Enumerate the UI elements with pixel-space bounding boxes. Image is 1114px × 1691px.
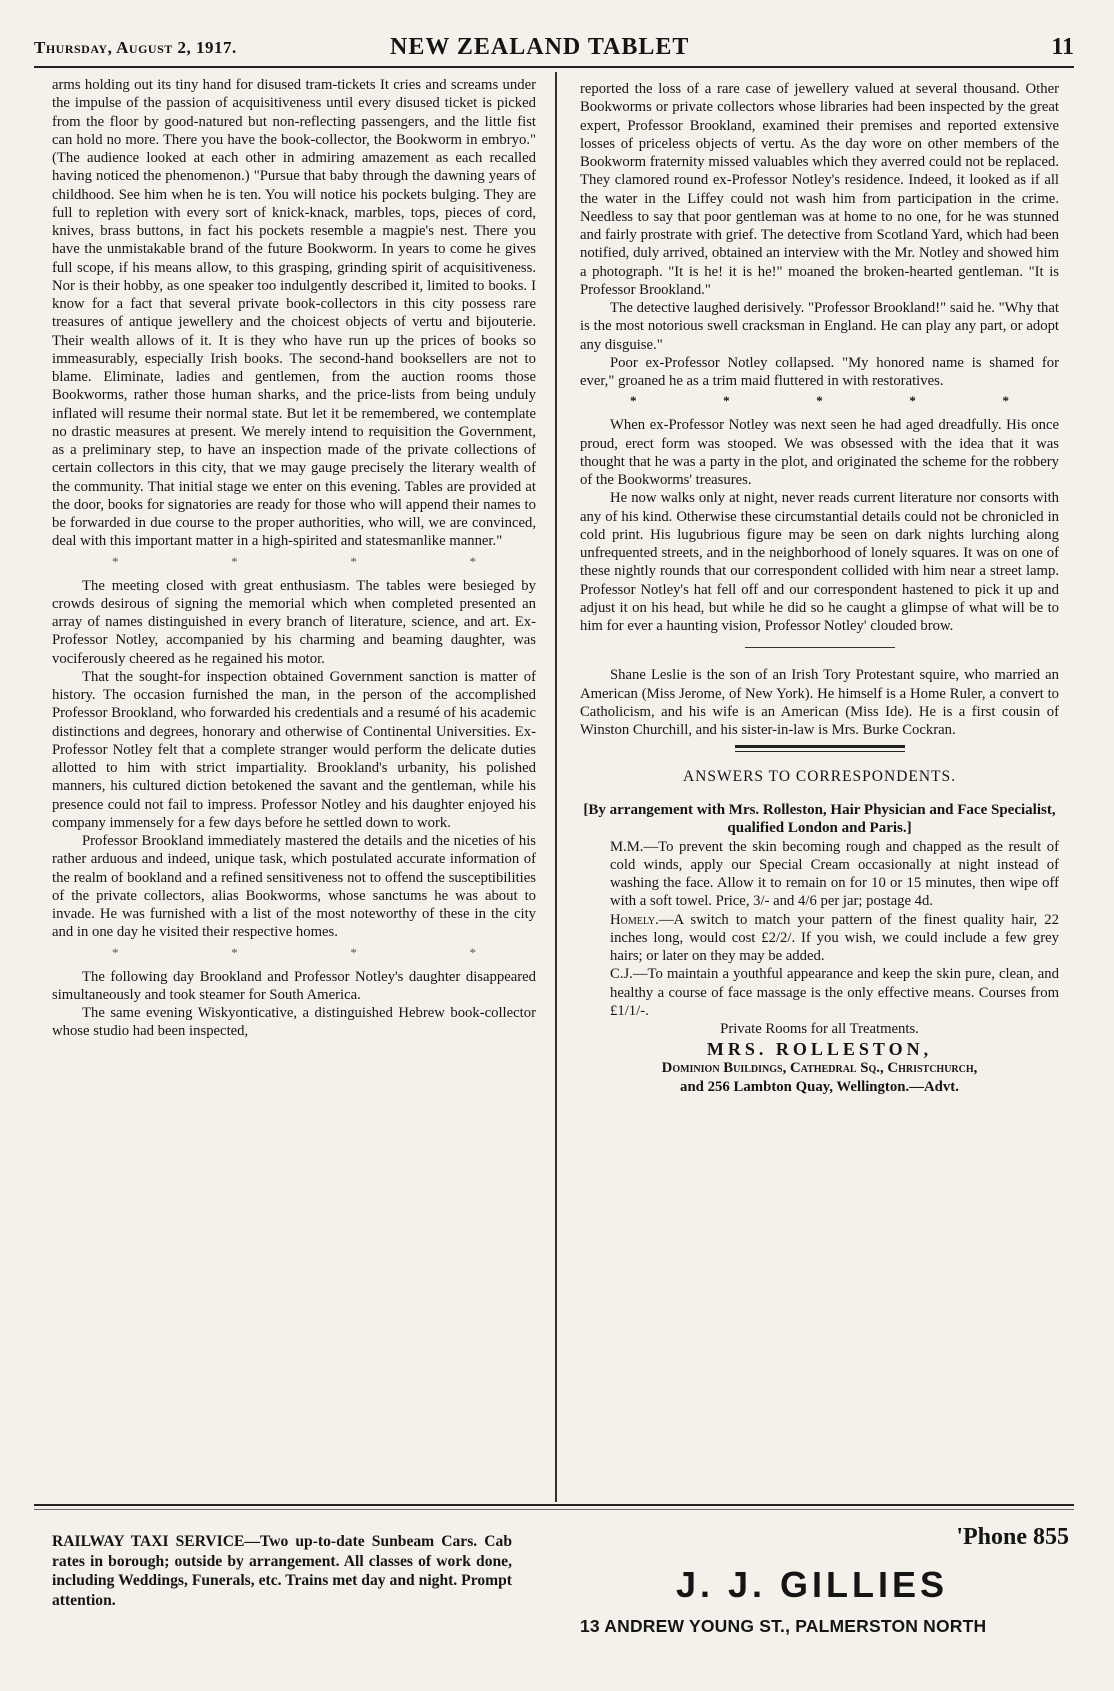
advertiser-address-1: Dominion Buildings, Cathedral Sq., Christchurch, <box>661 1059 978 1076</box>
star: * <box>469 944 476 960</box>
business-address: 13 ANDREW YOUNG ST., PALMERSTON NORTH <box>580 1616 987 1636</box>
left-paragraph-3: That the sought-for inspection obtained Government sanction is matter of history. The occasion furnished the man, in the person of the accomplished Professor Brookland, who forwarded his credentials and a resumé of his academic distinctions and degrees, honorary and otherwise of Continental Universities. Ex-Professor Notley felt that a complete stranger would perform the delicate duties allotted to him with strict impartiality. Brookland's urbanity, his polished manners, his cultured diction betokened the savant and the gentleman, while his presence could not fail to impress. Professor Notley and his daughter enjoyed his company immensely for a few days before he settled down to work. <box>52 668 536 831</box>
header-date: Thursday, August 2, 1917. <box>34 38 237 57</box>
right-column <box>580 80 1059 1097</box>
header-rule <box>34 66 1074 68</box>
star: * <box>1002 393 1009 409</box>
answers-intro: [By arrangement with Mrs. Rolleston, Hair Physician and Face Specialist, qualified London and Paris.] <box>583 801 1056 836</box>
left-paragraph-5: The following day Brookland and Professor Notley's daughter disappeared simultaneously and took steamer for South America. <box>52 968 536 1003</box>
column-divider <box>555 72 557 1502</box>
star: * <box>630 393 637 409</box>
star: * <box>112 553 119 569</box>
answer-tag: Homely. <box>610 911 659 928</box>
business-name: J. J. GILLIES <box>676 1564 949 1605</box>
answer-tag: C.J. <box>610 966 633 983</box>
answer-item <box>580 965 1059 1020</box>
shane-leslie-note: Shane Leslie is the son of an Irish Tory Protestant squire, who married an American (Miss Jerome, of New York). He himself is a Home Ruler, a convert to Catholicism, and his wife is an American (Miss Ide). He is a first cousin of Winston Churchill, and his sister-in-law is Mrs. Burke Cockran. <box>580 667 1059 738</box>
right-paragraph-2: The detective laughed derisively. "Professor Brookland!" said he. "Why that is the most notorious swell cracksman in England. He can play any part, or adopt any disguise." <box>580 300 1059 353</box>
section-break-stars <box>52 553 536 571</box>
star: * <box>231 553 238 569</box>
star: * <box>909 393 916 409</box>
answer-item <box>580 838 1059 911</box>
bottom-rule-thin <box>34 1509 1074 1510</box>
star: * <box>231 944 238 960</box>
answer-text: —A switch to match your pattern of the finest quality hair, 22 inches long, would cost £2/2/. If you wish, we could include a few grey hairs; or later on they may be added. <box>610 911 1059 964</box>
star: * <box>469 553 476 569</box>
section-break-stars <box>52 944 536 962</box>
right-paragraph-1: reported the loss of a rare case of jewellery valued at several thousand. Other Bookworms or private collectors whose libraries had been inspected by the great expert, Professor Brookland, examined their premises and reported extensive losses of priceless objects of vertu. As the day wore on other members of the Bookworm fraternity missed valuables which they averred could not be replaced. They clamored round ex-Professor Notley's residence. Indeed, it looked as if all the water in the Liffey could not wash him from participation in the crime. Needless to say that poor gentleman was at home to no one, for he was stunned and fairly prostrate with grief. The detective from Scotland Yard, which had been notified, duly arrived, obtained an interview with the Mr. Notley and showed him a photograph. "It is he! it is he!" moaned the broken-hearted gentleman. "It is Professor Brookland." <box>580 81 1059 298</box>
page-header <box>34 34 1074 68</box>
right-paragraph-3: Poor ex-Professor Notley collapsed. "My honored name is shamed for ever," groaned he as a trim maid fluttered in with restoratives. <box>580 354 1059 389</box>
star: * <box>723 393 730 409</box>
header-title: NEW ZEALAND TABLET <box>390 34 690 60</box>
answer-item <box>580 911 1059 966</box>
phone-number: 'Phone 855 <box>956 1524 1069 1550</box>
section-break-stars <box>580 392 1059 410</box>
right-paragraph-5: He now walks only at night, never reads current literature nor consorts with any of his kind. Otherwise these circumstantial details could not be chronicled in cold print. His lugubrious figure may be seen on dark nights lurching along unfrequented streets, and in the neighborhood of lonely squares. It was on one of these nightly rounds that our correspondent collided with him near a street lamp. Professor Notley's hat fell off and our correspondent hastened to pick it up and adjust it on his head, but while he did so he caught a glimpse of what will be to him for ever a haunting vision, Professor Notley' clouded brow. <box>580 490 1059 634</box>
private-rooms: Private Rooms for all Treatments. <box>720 1021 919 1037</box>
advertiser-name: MRS. ROLLESTON, <box>706 1039 933 1060</box>
answers-title: ANSWERS TO CORRESPONDENTS. <box>682 768 957 786</box>
right-paragraph-4: When ex-Professor Notley was next seen he had aged dreadfully. His once proud, erect form was stooped. We was obsessed with the idea that it was thought that he was a party in the plot, and originated the scheme for the robbery of the Bookworms' treasures. <box>580 417 1059 488</box>
left-paragraph-4: Professor Brookland immediately mastered the details and the niceties of his rather arduous and indeed, unique task, which postulated accurate information of the realm of bookland and a refined sensitiveness not to offend the susceptibilities of the private collectors, alias Bookworms, whose sanctums he was about to invade. He was furnished with a list of the most noteworthy of these in the city and in one day he visited their respective homes. <box>52 833 536 941</box>
left-paragraph-6: The same evening Wiskyonticative, a distinguished Hebrew book-collector whose studio had been inspected, <box>52 1005 536 1040</box>
star: * <box>816 393 823 409</box>
left-paragraph-1: arms holding out its tiny hand for disused tram-tickets It cries and screams under the impulse of the passion of acquisitiveness until every disused ticket is picked from the floor by good-natured but non-reflecting passengers, and the little fist can hold no more. There you have the book-collector, the Bookworm in embryo." (The audience looked at each other in admiring amazement as each recalled having noticed the phenomenon.) "Pursue that baby through the dawning years of childhood. See him when he is ten. You will notice his pockets bulging. They are full to repletion with every sort of knick-knack, marbles, tops, pieces of cord, knives, brass buttons, in fact his pockets resemble a magpie's nest. There you have the unmistakable brand of the future Bookworm. In years to come he gives full scope, if his means allow, to this grasping, grinding spirit of acquisitiveness. Nor is their hobby, as one speaker too indulgently described it, limited to books. I know for a fact that several private book-collectors in this city possess rare treasures of antique jewellery and the choicest objects of vertu and bijouterie. Their wealth allows of it. It is they who have run up the prices of books so immeasurably, especially Irish books. The second-hand booksellers are not to blame. Eliminate, ladies and gentlemen, from the auction rooms those Bookworms, rather those human sharks, and the price-lists from being unduly inflated will resume their normal state. But let it be remembered, we contemplate no drastic measures at present. We merely intend to requisition the Government, as a preliminary step, to have an inspection made of the private collections of certain collectors in this city, that we may gauge precisely the literary wealth of the community. That initial stage we enter on this evening. Tables are provided at the door, books for signatories are ready for those who will append their names to be forwarded in due course to the proper authorities, who will, we are convinced, deal with this important matter in a high-spirited and statesmanlike manner." <box>52 77 536 550</box>
left-paragraph-2: The meeting closed with great enthusiasm. The tables were besieged by crowds desirous of signing the memorial which when completed presented an array of names distinguished in every branch of literature, science, and art. Ex-Professor Notley, accompanied by his charming and beaming daughter, was vociferously cheered as he regained his motor. <box>52 577 536 667</box>
star: * <box>112 944 119 960</box>
double-rule <box>735 745 905 752</box>
railway-taxi-ad: RAILWAY TAXI SERVICE—Two up-to-date Sunbeam Cars. Cab rates in borough; outside by arrangement. All classes of work done, including Weddings, Funerals, etc. Trains met day and night. Prompt attention. <box>52 1533 512 1609</box>
answer-text: —To prevent the skin becoming rough and chapped as the result of cold winds, apply our Special Cream occasionally at night instead of washing the face. Allow it to remain on for 10 or 15 minutes, then wipe off with a soft towel. Price, 3/- and 4/6 per jar; postage 4d. <box>610 838 1059 910</box>
star: * <box>350 553 357 569</box>
bottom-rule <box>34 1504 1074 1506</box>
answer-text: —To maintain a youthful appearance and keep the skin pure, clean, and healthy a course of face massage is the only effective means. Courses from £1/1/-. <box>610 966 1059 1019</box>
left-column <box>52 76 536 1041</box>
answer-tag: M.M. <box>610 838 644 855</box>
advertiser-address-2: and 256 Lambton Quay, Wellington.—Advt. <box>680 1078 959 1095</box>
star: * <box>350 944 357 960</box>
header-page-number: 11 <box>1051 34 1074 60</box>
